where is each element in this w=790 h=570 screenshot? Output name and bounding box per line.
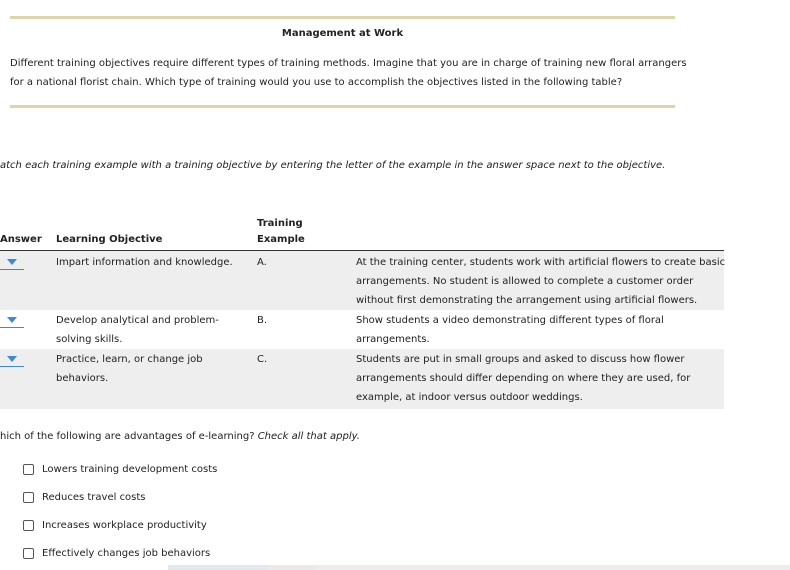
- option-lowers-costs[interactable]: [23, 464, 217, 475]
- header-example-line-2: Example: [257, 234, 305, 245]
- objective-line: behaviors.: [56, 373, 109, 384]
- header-example-line-1: Training: [257, 218, 303, 229]
- example-cell: [356, 253, 725, 310]
- option-changes-behaviors[interactable]: [23, 548, 210, 559]
- elearning-question-text: hich of the following are advantages of e-learning?: [0, 431, 255, 442]
- context-title: Management at Work: [281, 28, 404, 39]
- answer-dropdown-c[interactable]: [0, 352, 24, 367]
- objective-cell: [56, 253, 233, 272]
- context-bottom-rule: [10, 105, 675, 108]
- bottom-strip: [268, 565, 316, 570]
- checkbox[interactable]: [23, 492, 34, 503]
- example-line: arrangements. No student is allowed to complete a customer order: [356, 276, 694, 287]
- checkbox[interactable]: [23, 548, 34, 559]
- bottom-strip: [168, 565, 268, 570]
- example-letter: C.: [257, 354, 268, 365]
- chevron-down-icon: [7, 259, 17, 265]
- chevron-down-icon: [7, 317, 17, 323]
- header-learning-objective: Learning Objective: [56, 234, 163, 245]
- objective-line: solving skills.: [56, 334, 123, 345]
- example-line: example, at indoor versus outdoor weddings.: [356, 392, 583, 403]
- example-cell: [356, 311, 664, 349]
- bottom-strip: [316, 565, 790, 570]
- option-label: Effectively changes job behaviors: [42, 548, 211, 559]
- example-line: Students are put in small groups and asked to discuss how flower: [356, 354, 685, 365]
- example-line: At the training center, students work with artificial flowers to create basic: [356, 257, 726, 268]
- chevron-down-icon: [7, 356, 17, 362]
- example-letter: B.: [257, 315, 268, 326]
- option-increases-productivity[interactable]: [23, 520, 207, 531]
- objective-line: Impart information and knowledge.: [56, 257, 233, 268]
- elearning-question: [0, 431, 360, 442]
- option-label: Increases workplace productivity: [42, 520, 207, 531]
- example-letter: A.: [257, 257, 267, 268]
- option-label: Reduces travel costs: [42, 492, 146, 503]
- example-line: Show students a video demonstrating different types of floral: [356, 315, 664, 326]
- header-training-example: [257, 216, 305, 248]
- example-cell: [356, 350, 690, 407]
- elearning-hint: Check all that apply.: [257, 431, 360, 442]
- checkbox[interactable]: [23, 520, 34, 531]
- option-label: Lowers training development costs: [42, 464, 218, 475]
- example-line: arrangements.: [356, 334, 430, 345]
- answer-dropdown-a[interactable]: [0, 255, 24, 270]
- objective-cell: [56, 311, 219, 349]
- example-line: without first demonstrating the arrangement using artificial flowers.: [356, 295, 698, 306]
- option-reduces-travel[interactable]: [23, 492, 146, 503]
- context-top-rule: [10, 16, 675, 19]
- matching-instructions: atch each training example with a training objective by entering the letter of the example in the answer space next to the objective.: [0, 160, 666, 171]
- context-paragraph: [10, 54, 690, 92]
- objective-line: Develop analytical and problem-: [56, 315, 219, 326]
- objective-line: Practice, learn, or change job: [56, 354, 203, 365]
- answer-dropdown-b[interactable]: [0, 313, 24, 328]
- context-paragraph-line-2: for a national florist chain. Which type of training would you use to accomplish the objectives listed in the following table?: [10, 77, 623, 88]
- context-paragraph-line-1: Different training objectives require different types of training methods. Imagine that you are in charge of training new floral arrangers: [10, 58, 687, 69]
- header-answer: Answer: [0, 234, 42, 245]
- objective-cell: [56, 350, 203, 388]
- checkbox[interactable]: [23, 464, 34, 475]
- example-line: arrangements should differ depending on where they are used, for: [356, 373, 691, 384]
